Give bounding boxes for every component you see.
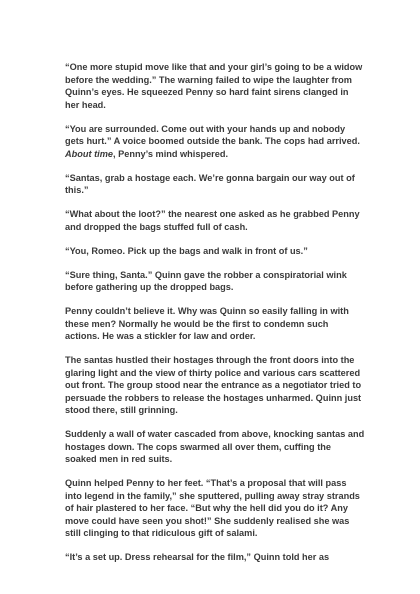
paragraph-4: “What about the loot?” the nearest one asked as he grabbed Penny and dropped the bags stuffed full of cash. <box>65 209 360 232</box>
paragraph-10: Quinn helped Penny to her feet. “That’s a proposal that will pass into legend in the family,” she sputtered, pulling away stray strands of hair plastered to her face. “But why the hell did you do it? Any move could have seen you shot!” She suddenly realised she was still clinging to that ridiculous gift of salami. <box>65 478 360 538</box>
paragraph-11: “It’s a set up. Dress rehearsal for the film,” Quinn told her as <box>65 552 330 562</box>
paragraph-1: “One more stupid move like that and your girl’s going to be a widow before the wedding.” The warning failed to wipe the laughter from Quinn’s eyes. He squeezed Penny so hard faint sirens clanged in her head. <box>65 62 363 110</box>
paragraph-8: The santas hustled their hostages through the front doors into the glaring light and the view of thirty police and various cars scattered out front. The group stood near the entrance as a negotiator tried to persuade the robbers to release the hostages unharmed. Quinn just stood there, still grinning. <box>65 355 362 415</box>
italic-phrase: About time <box>65 148 113 159</box>
body-text <box>65 61 365 575</box>
paragraph-2-part-1: “You are surrounded. Come out with your hands up and nobody gets hurt.” A voice boomed outside the bank. The cops had arrived. <box>65 123 360 146</box>
paragraph-2-part-2: , Penny’s mind whispered. <box>112 148 229 159</box>
paragraph-5: “You, Romeo. Pick up the bags and walk in front of us.” <box>65 245 308 256</box>
paragraph-9: Suddenly a wall of water cascaded from above, knocking santas and hostages down. The cops swarmed all over them, cuffing the soaked men in red suits. <box>65 429 365 464</box>
paragraph-6: “Sure thing, Santa.” Quinn gave the robber a conspiratorial wink before gathering up the dropped bags. <box>65 269 347 292</box>
paragraph-2 <box>65 123 365 161</box>
paragraph-7: Penny couldn’t believe it. Why was Quinn so easily falling in with these men? Normally he would be the first to condemn such actions. He was a stickler for law and order. <box>65 306 349 341</box>
paragraph-3: “Santas, grab a hostage each. We’re gonna bargain our way out of this.” <box>65 172 355 195</box>
